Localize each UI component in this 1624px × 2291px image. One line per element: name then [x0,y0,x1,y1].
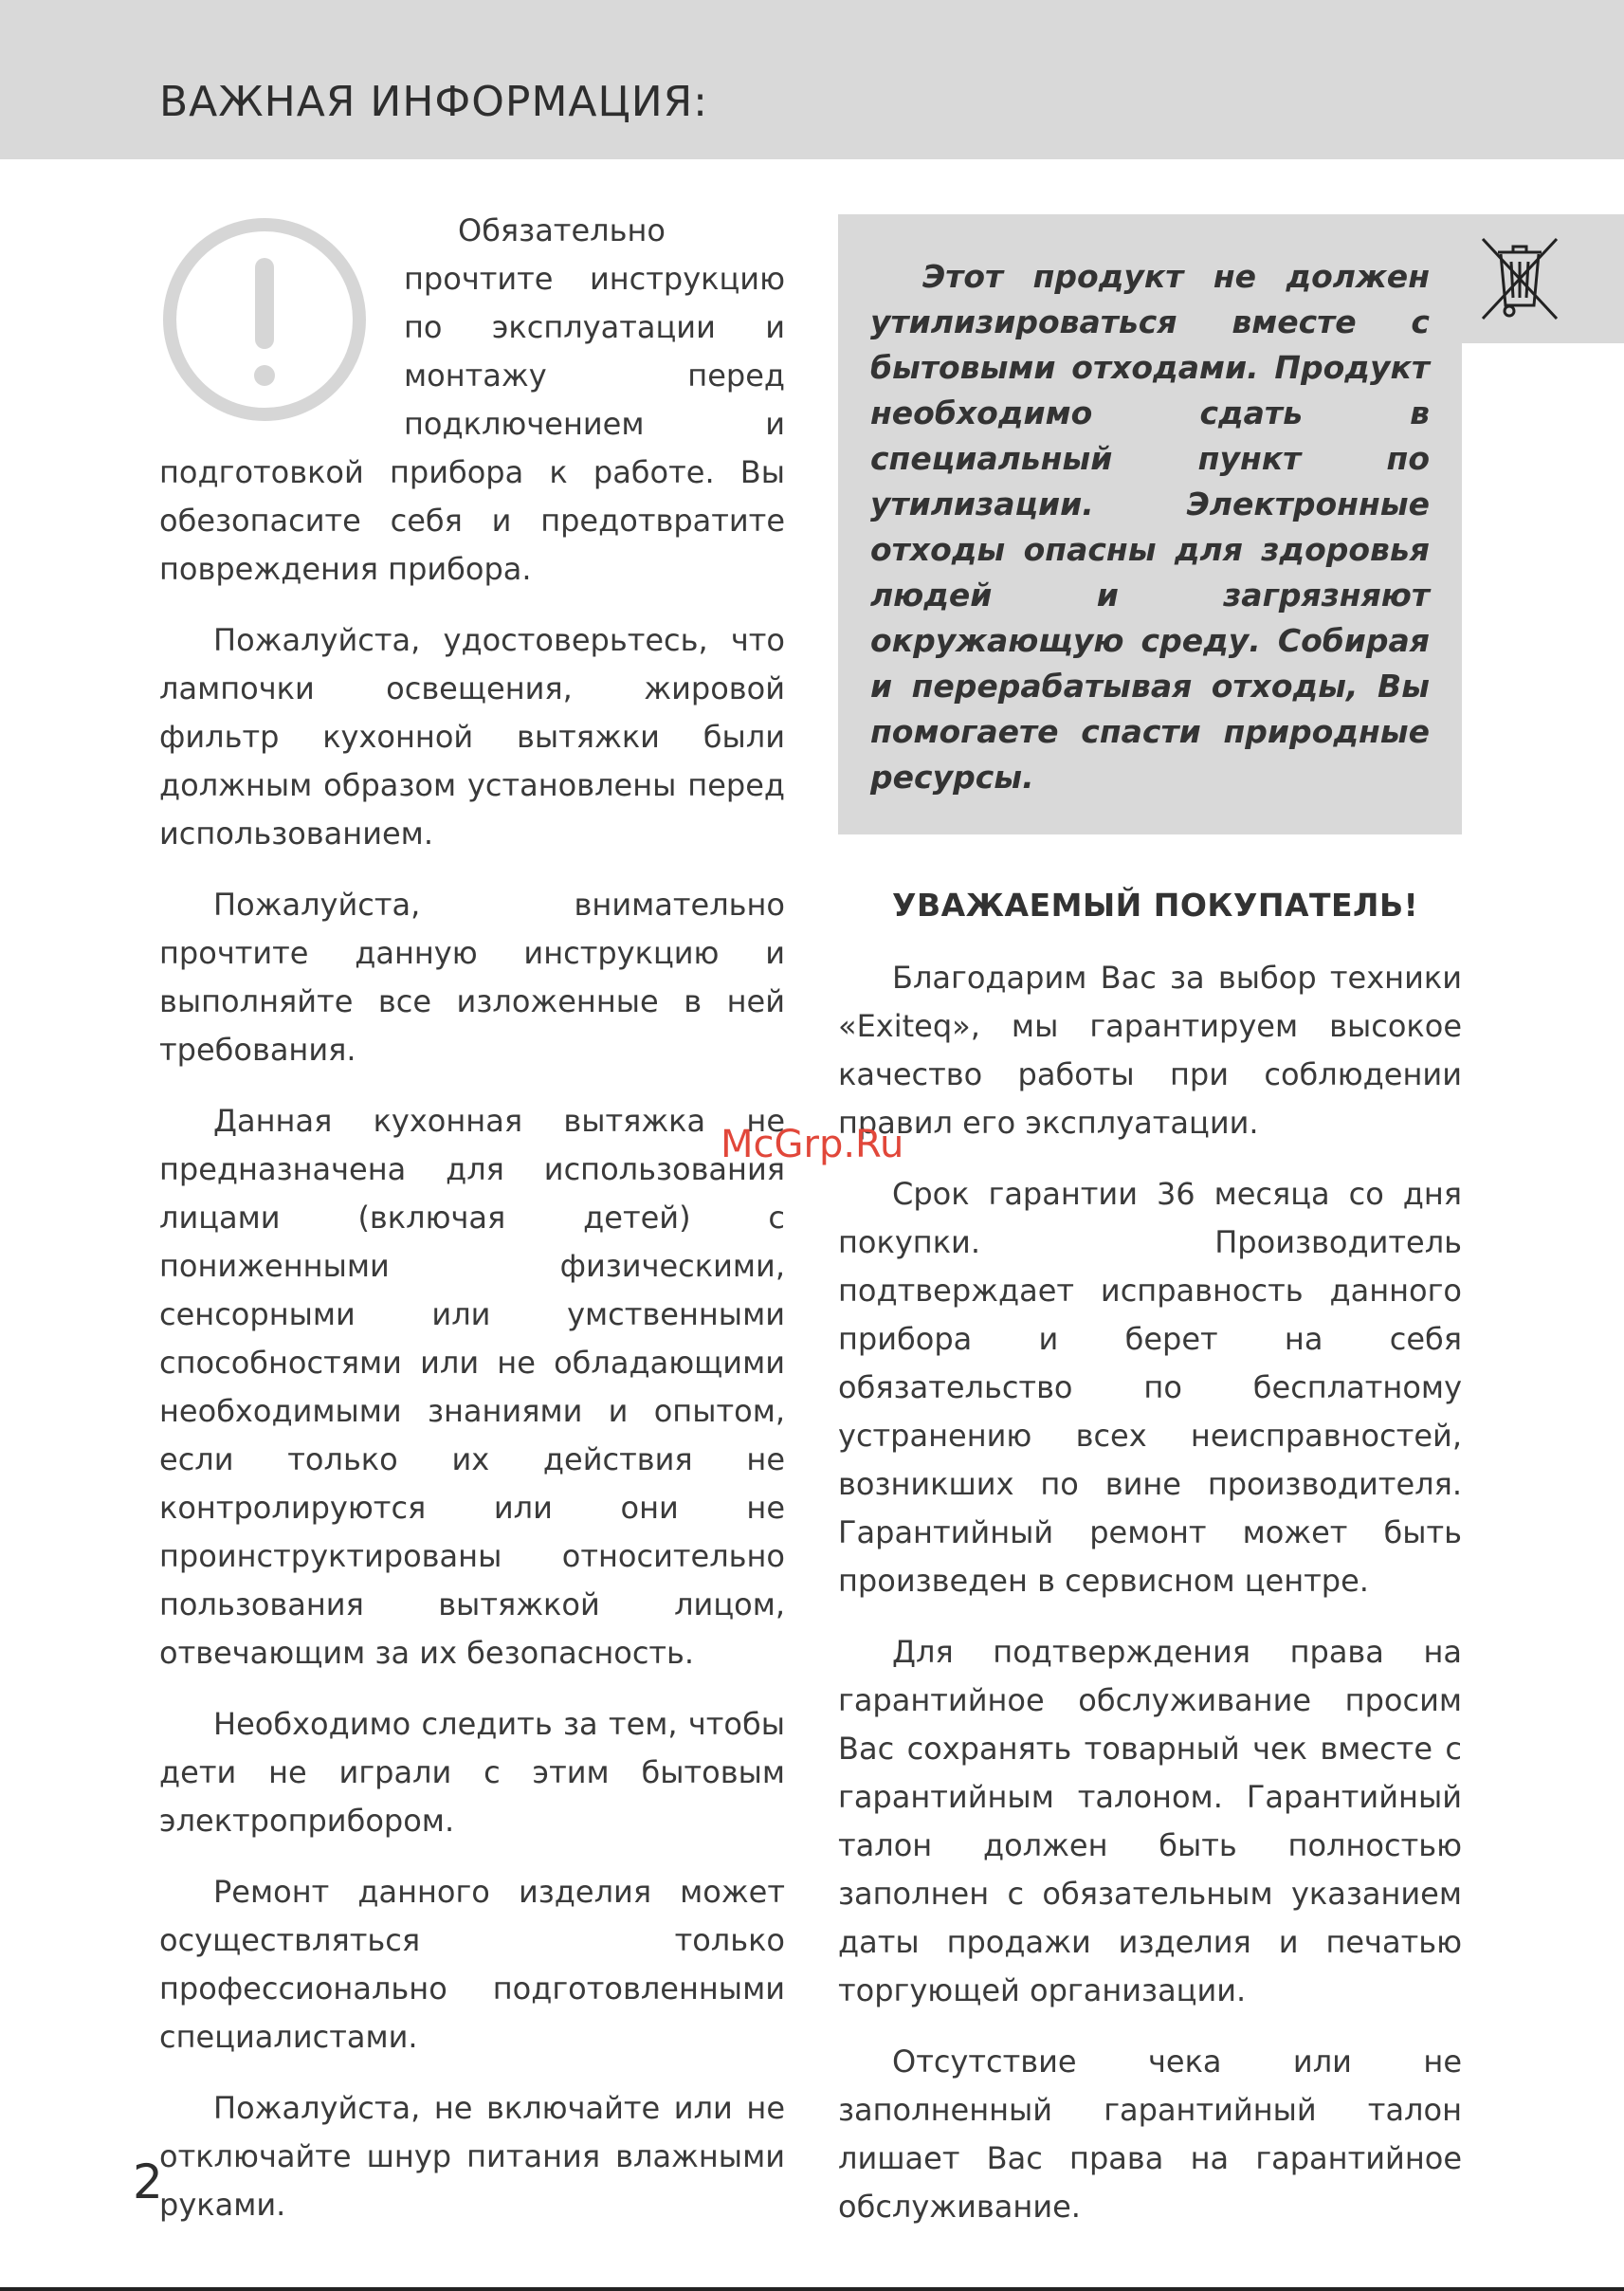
right-column [838,214,1462,2254]
crossed-out-bin-icon [1475,231,1564,326]
paragraph: Отсутствие чека или не заполненный гарантийный талон лишает Вас права на гарантийное обслуживание. [838,2044,1462,2225]
exclamation-circle-icon [159,214,370,425]
paragraph: Срок гарантии 36 месяца со дня покупки. Производитель подтверждает исправность данного прибора и берет на себя обязательство по бесплатному устранению всех неисправностей, возникших по вине производителя. Гарантийный ремонт может быть произведен в сервисном центре. [838,1176,1462,1599]
eco-notice-text: Этот продукт не должен утилизироваться вместе с бытовыми отходами. Продукт необходимо сдать в специальный пункт по утилизации. Электронные отходы опасны для здоровья людей и загрязняют окружающую среду. Собирая и перерабатывая отходы, Вы помогаете спасти природные ресурсы. [870,258,1430,796]
left-column [159,207,785,2252]
paragraph: Пожалуйста, не включайте или не отключайте шнур питания влажными руками. [159,2090,785,2223]
paragraph: Обязательно прочтите инструкцию по эксплуатации и монтажу перед подключением и подготовкой прибора к работе. Вы обезопасите себя и предотвратите повреждения прибора. [159,212,785,587]
watermark: McGrp.Ru [721,1123,904,1166]
paragraph: Пожалуйста, удостоверьтесь, что лампочки освещения, жировой фильтр кухонной вытяжки были должным образом установлены перед использованием. [159,622,785,852]
paragraph: Пожалуйста, внимательно прочтите данную инструкцию и выполняйте все изложенные в ней требования. [159,887,785,1068]
paragraph: Благодарим Вас за выбор техники «Exiteq», мы гарантируем высокое качество работы при соблюдении правил его эксплуатации. [838,960,1462,1141]
paragraph: Ремонт данного изделия может осуществляться только профессионально подготовленными специалистами. [159,1874,785,2055]
section-heading: УВАЖАЕМЫЙ ПОКУПАТЕЛЬ! [892,887,1419,924]
paragraph: Данная кухонная вытяжка не предназначена для использования лицами (включая детей) с пониженными физическими, сенсорными или умственными способностями или не обладающими необходимыми знаниями и опытом, если только их действия не контролируются или они не проинструктированы относительно пользования вытяжкой лицом, отвечающим за их безопасность. [159,1103,785,1671]
paragraph: Для подтверждения права на гарантийное обслуживание просим Вас сохранять товарный чек вместе с гарантийным талоном. Гарантийный талон должен быть полностью заполнен с обязательным указанием даты продажи изделия и печатью торгующей организации. [838,1634,1462,2008]
bottom-rule [0,2287,1624,2291]
page-title: ВАЖНАЯ ИНФОРМАЦИЯ: [159,78,708,126]
page-number: 2 [133,2154,163,2209]
paragraph: Необходимо следить за тем, чтобы дети не играли с этим бытовым электроприбором. [159,1706,785,1839]
eco-notice-box [838,214,1462,834]
